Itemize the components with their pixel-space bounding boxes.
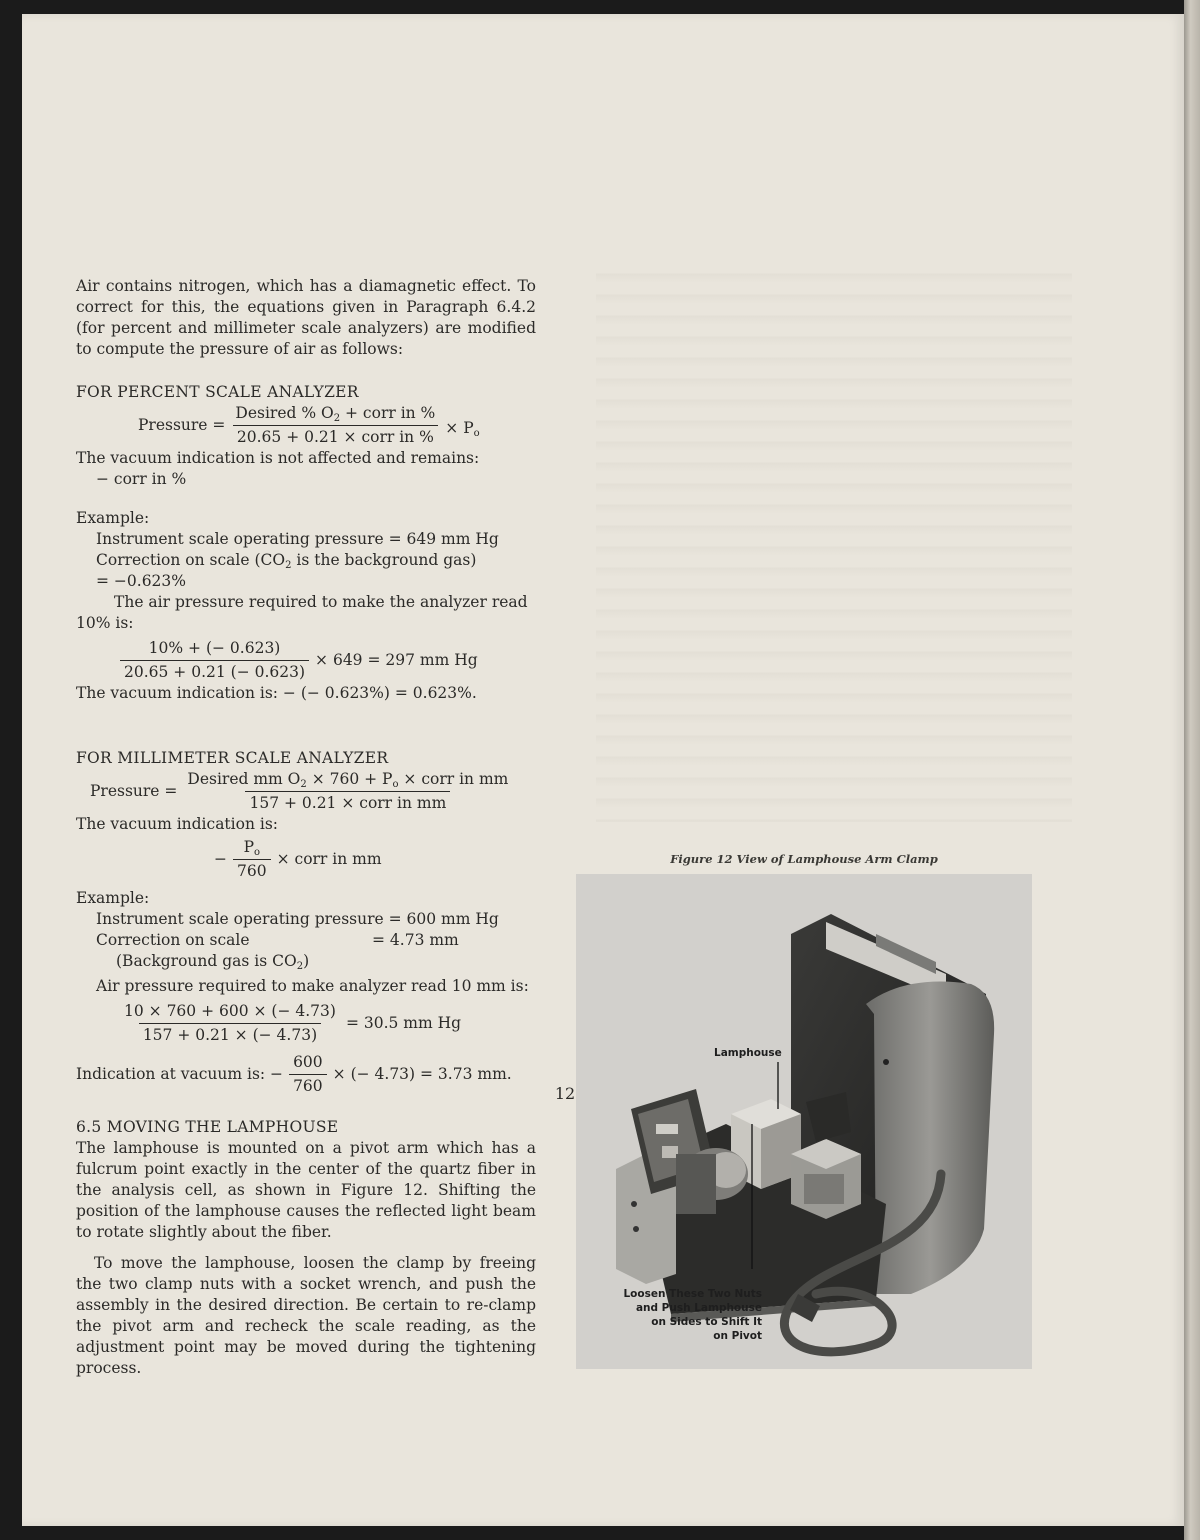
- figure-caption: Figure 12 View of Lamphouse Arm Clamp: [670, 852, 938, 866]
- millimeter-eq-numerator: Desired mm $O_2 \times 760 + P_o$ × corr in mm: [187, 770, 509, 790]
- percent-vacuum-value: − corr in %: [96, 470, 187, 488]
- millimeter-calc-numerator: 10 × 760 + 600 × (− 4.73): [124, 1002, 336, 1020]
- percent-vacuum-line: The vacuum indication is not affected and remains:: [76, 449, 480, 467]
- book-spine: [1184, 0, 1200, 1540]
- millimeter-example-line: (Background gas is $CO_2$): [116, 952, 310, 972]
- bleed-through-text: [596, 262, 1072, 822]
- millimeter-ind-denominator: 760: [289, 1074, 327, 1097]
- millimeter-example-line: Air pressure required to make analyzer read 10 mm is:: [96, 977, 529, 995]
- millimeter-scale-heading: FOR MILLIMETER SCALE ANALYZER: [76, 749, 389, 767]
- percent-example-line: Correction on scale ($CO_2$ is the background gas): [96, 551, 477, 571]
- millimeter-vacuum-equation: [76, 837, 536, 882]
- percent-calc-denominator: 20.65 + 0.21 (− 0.623): [120, 660, 309, 683]
- millimeter-vac-fraction: [233, 837, 271, 882]
- percent-example-line: Instrument scale operating pressure = 649 mm Hg: [96, 530, 499, 548]
- millimeter-eq-lhs: Pressure =: [90, 782, 178, 800]
- percent-eq-numerator: Desired % $O_2$ + corr in %: [235, 404, 436, 424]
- millimeter-calc-denominator: 157 + 0.21 × (− 4.73): [139, 1023, 321, 1046]
- lamphouse-label: Lamphouse: [714, 1047, 782, 1059]
- millimeter-vac-numerator: $P_o$: [243, 838, 261, 858]
- millimeter-vac-sign: −: [214, 850, 227, 868]
- millimeter-ind-lhs: Indication at vacuum is: −: [76, 1065, 284, 1083]
- section-paragraph-2: To move the lamphouse, loosen the clamp by freeing the two clamp nuts with a socket wrench, and push the assembly in the desired direction. Be certain to re-clamp the pivot arm and recheck the scale reading, as the adjustment point may be moved during the tightening process.: [76, 1254, 536, 1377]
- millimeter-vac-rhs: × corr in mm: [276, 850, 382, 868]
- millimeter-vacuum-line: The vacuum indication is:: [76, 815, 278, 833]
- percent-eq-rhs: × $P_o$: [445, 419, 480, 439]
- percent-eq-fraction: [231, 403, 439, 448]
- percent-calculation: [76, 638, 536, 683]
- millimeter-eq-denominator: 157 + 0.21 × corr in mm: [245, 791, 450, 814]
- percent-calc-rhs: × 649 = 297 mm Hg: [315, 651, 478, 669]
- percent-example-line: 10% is:: [76, 614, 134, 632]
- percent-eq-lhs: Pressure =: [138, 416, 226, 434]
- figure-photo: [576, 874, 1032, 1369]
- millimeter-eq-fraction: [183, 769, 512, 814]
- percent-example-line: The air pressure required to make the analyzer read: [114, 593, 528, 611]
- percent-scale-heading: FOR PERCENT SCALE ANALYZER: [76, 383, 359, 401]
- page-number: 12: [554, 1084, 576, 1103]
- percent-example-label: Example:: [76, 509, 150, 527]
- left-column: [76, 276, 536, 1379]
- millimeter-calc-rhs: = 30.5 mm Hg: [345, 1014, 462, 1032]
- millimeter-pressure-equation: [76, 769, 536, 814]
- millimeter-ind-rhs: × (− 4.73) = 3.73 mm.: [332, 1065, 512, 1083]
- intro-paragraph: Air contains nitrogen, which has a diamagnetic effect. To correct for this, the equations given in Paragraph 6.4.2 (for percent and millimeter scale analyzers) are modified to compute the pressure of air as follows:: [76, 277, 536, 358]
- millimeter-calculation: [76, 1001, 536, 1046]
- percent-calc-fraction: [120, 638, 309, 683]
- section-paragraph-1: The lamphouse is mounted on a pivot arm which has a fulcrum point exactly in the center of the quartz fiber in the analysis cell, as shown in Figure 12. Shifting the position of the lamphouse causes the reflected light beam to rotate slightly about the fiber.: [76, 1139, 536, 1241]
- millimeter-ind-numerator: 600: [293, 1053, 323, 1071]
- percent-eq-denominator: 20.65 + 0.21 × corr in %: [233, 425, 438, 448]
- millimeter-calc-fraction: [120, 1001, 340, 1046]
- percent-vacuum-result: The vacuum indication is: − (− 0.623%) = 0.623%.: [76, 684, 477, 702]
- millimeter-example-label: Example:: [76, 889, 150, 907]
- clamp-nuts-label: Loosen These Two Nuts and Push Lamphouse on Sides to Shift It on Pivot: [623, 1288, 762, 1342]
- millimeter-example-line: Instrument scale operating pressure = 600 mm Hg: [96, 910, 499, 928]
- percent-calc-numerator: 10% + (− 0.623): [148, 639, 281, 657]
- percent-pressure-equation: [76, 403, 536, 448]
- section-heading: 6.5 MOVING THE LAMPHOUSE: [76, 1118, 339, 1136]
- millimeter-vac-denominator: 760: [233, 859, 271, 882]
- millimeter-example-line: Correction on scale = 4.73 mm: [96, 931, 459, 949]
- percent-example-line: = −0.623%: [96, 572, 187, 590]
